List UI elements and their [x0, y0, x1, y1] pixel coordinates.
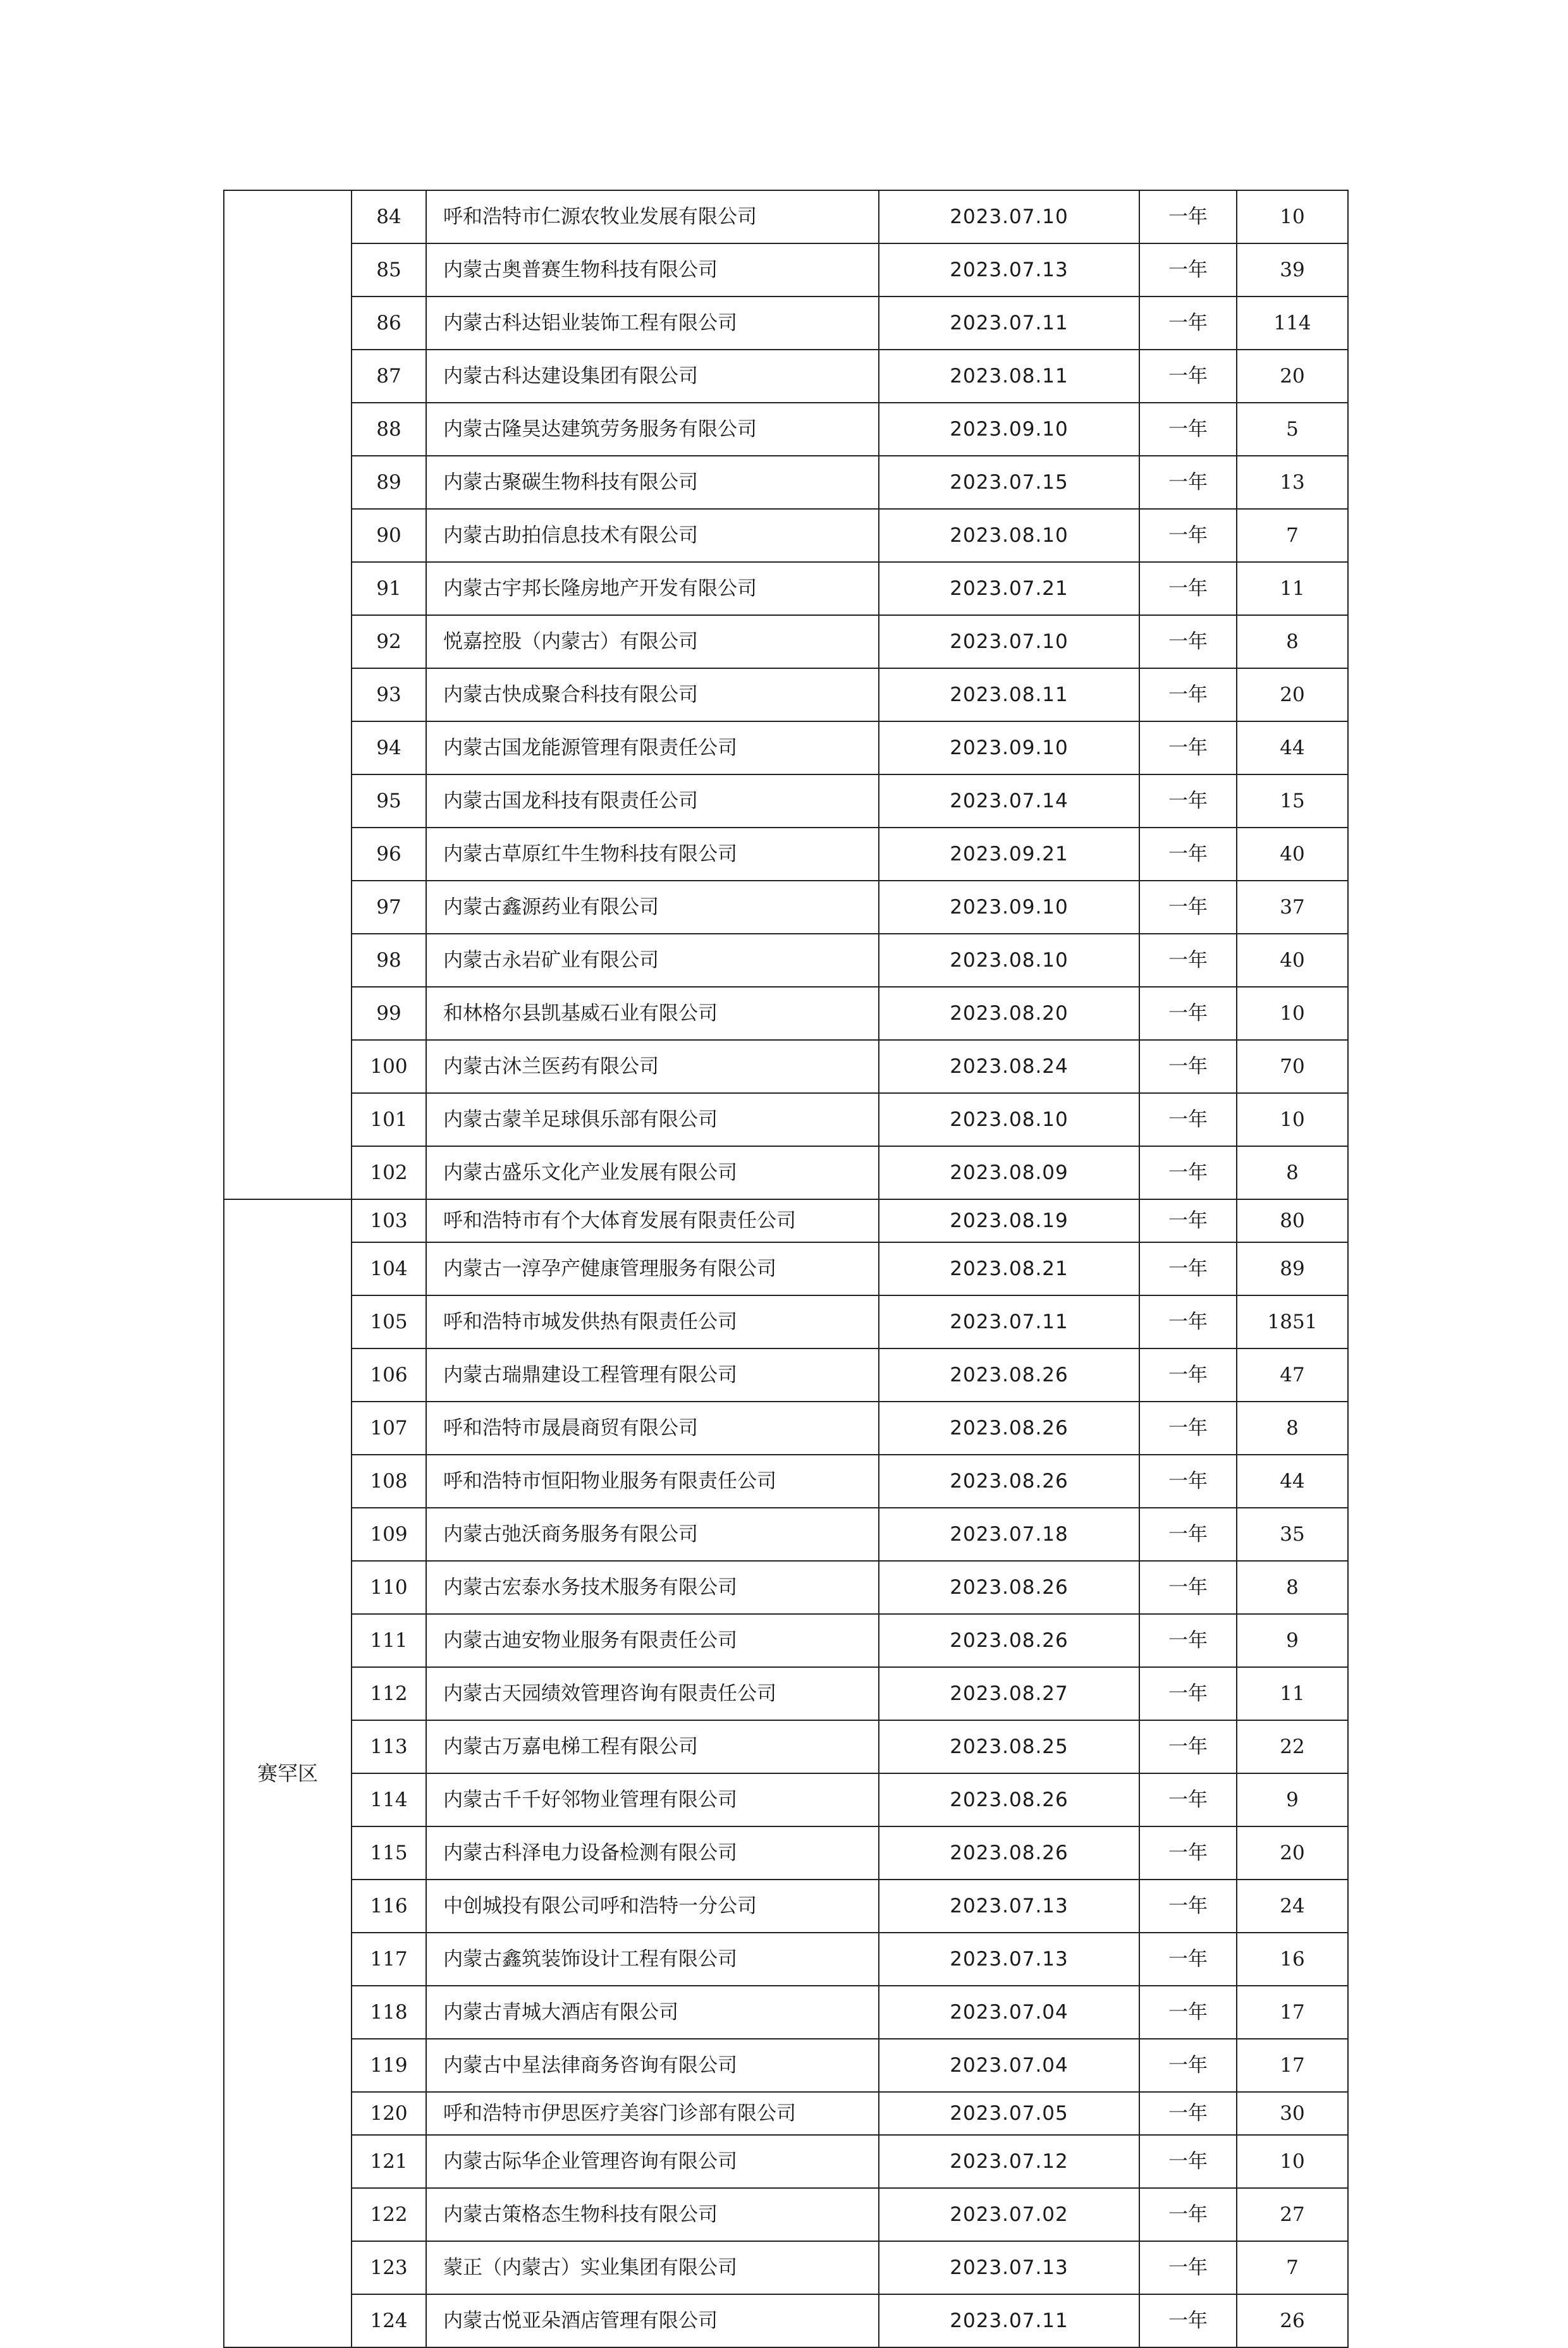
count-cell: 11: [1237, 1667, 1348, 1720]
table-row: [224, 615, 1348, 668]
term-cell: 一年: [1139, 1773, 1237, 1826]
table-row: [224, 1508, 1348, 1561]
count-cell: 9: [1237, 1773, 1348, 1826]
company-name-cell: 内蒙古宏泰水务技术服务有限公司: [426, 1561, 879, 1614]
company-name-cell: 内蒙古助拍信息技术有限公司: [426, 509, 879, 562]
date-cell: 2023.08.10: [879, 509, 1139, 562]
table-row: [224, 562, 1348, 615]
row-number-cell: 114: [352, 1773, 426, 1826]
company-name-cell: 呼和浩特市有个大体育发展有限责任公司: [426, 1199, 879, 1242]
region-cell: 赛罕区: [224, 1199, 352, 2347]
term-cell: 一年: [1139, 934, 1237, 987]
date-cell: 2023.08.25: [879, 1720, 1139, 1773]
company-name-cell: 蒙正（内蒙古）实业集团有限公司: [426, 2241, 879, 2294]
count-cell: 11: [1237, 562, 1348, 615]
table-row: [224, 1093, 1348, 1146]
table-row: [224, 1561, 1348, 1614]
table-row: [224, 2188, 1348, 2241]
table-row: [224, 1455, 1348, 1508]
row-number-cell: 87: [352, 350, 426, 403]
date-cell: 2023.07.13: [879, 2241, 1139, 2294]
table-row: [224, 1242, 1348, 1295]
count-cell: 8: [1237, 615, 1348, 668]
row-number-cell: 101: [352, 1093, 426, 1146]
row-number-cell: 107: [352, 1402, 426, 1455]
row-number-cell: 97: [352, 881, 426, 934]
table-body: [224, 190, 1348, 2347]
company-name-cell: 内蒙古悦亚朵酒店管理有限公司: [426, 2294, 879, 2347]
date-cell: 2023.08.11: [879, 350, 1139, 403]
company-name-cell: 呼和浩特市晟晨商贸有限公司: [426, 1402, 879, 1455]
row-number-cell: 118: [352, 1986, 426, 2039]
row-number-cell: 120: [352, 2092, 426, 2135]
date-cell: 2023.07.13: [879, 1933, 1139, 1986]
term-cell: 一年: [1139, 2135, 1237, 2188]
term-cell: 一年: [1139, 403, 1237, 456]
table-row: [224, 668, 1348, 721]
date-cell: 2023.07.10: [879, 190, 1139, 243]
date-cell: 2023.08.09: [879, 1146, 1139, 1199]
term-cell: 一年: [1139, 350, 1237, 403]
term-cell: 一年: [1139, 1402, 1237, 1455]
count-cell: 10: [1237, 2135, 1348, 2188]
date-cell: 2023.07.04: [879, 1986, 1139, 2039]
company-name-cell: 内蒙古国龙科技有限责任公司: [426, 774, 879, 828]
row-number-cell: 91: [352, 562, 426, 615]
count-cell: 16: [1237, 1933, 1348, 1986]
table-row: [224, 1040, 1348, 1093]
table-row: [224, 934, 1348, 987]
count-cell: 8: [1237, 1561, 1348, 1614]
company-name-cell: 内蒙古鑫源药业有限公司: [426, 881, 879, 934]
term-cell: 一年: [1139, 1093, 1237, 1146]
row-number-cell: 86: [352, 297, 426, 350]
date-cell: 2023.08.26: [879, 1614, 1139, 1667]
date-cell: 2023.08.26: [879, 1773, 1139, 1826]
term-cell: 一年: [1139, 1667, 1237, 1720]
date-cell: 2023.07.21: [879, 562, 1139, 615]
row-number-cell: 121: [352, 2135, 426, 2188]
row-number-cell: 112: [352, 1667, 426, 1720]
company-name-cell: 呼和浩特市恒阳物业服务有限责任公司: [426, 1455, 879, 1508]
company-name-cell: 内蒙古迪安物业服务有限责任公司: [426, 1614, 879, 1667]
company-name-cell: 内蒙古中星法律商务咨询有限公司: [426, 2039, 879, 2092]
row-number-cell: 106: [352, 1348, 426, 1402]
term-cell: 一年: [1139, 1040, 1237, 1093]
company-name-cell: 内蒙古奥普赛生物科技有限公司: [426, 243, 879, 297]
table-row: [224, 1880, 1348, 1933]
company-name-cell: 内蒙古科泽电力设备检测有限公司: [426, 1826, 879, 1880]
term-cell: 一年: [1139, 2188, 1237, 2241]
date-cell: 2023.08.26: [879, 1561, 1139, 1614]
count-cell: 17: [1237, 2039, 1348, 2092]
row-number-cell: 102: [352, 1146, 426, 1199]
row-number-cell: 110: [352, 1561, 426, 1614]
date-cell: 2023.07.14: [879, 774, 1139, 828]
row-number-cell: 89: [352, 456, 426, 509]
table-row: [224, 2135, 1348, 2188]
count-cell: 22: [1237, 1720, 1348, 1773]
count-cell: 24: [1237, 1880, 1348, 1933]
company-name-cell: 悦嘉控股（内蒙古）有限公司: [426, 615, 879, 668]
date-cell: 2023.07.15: [879, 456, 1139, 509]
company-name-cell: 内蒙古万嘉电梯工程有限公司: [426, 1720, 879, 1773]
company-name-cell: 内蒙古隆昊达建筑劳务服务有限公司: [426, 403, 879, 456]
row-number-cell: 93: [352, 668, 426, 721]
term-cell: 一年: [1139, 1455, 1237, 1508]
table-row: [224, 509, 1348, 562]
table-row: [224, 1720, 1348, 1773]
date-cell: 2023.09.10: [879, 403, 1139, 456]
row-number-cell: 85: [352, 243, 426, 297]
company-name-cell: 内蒙古鑫筑装饰设计工程有限公司: [426, 1933, 879, 1986]
count-cell: 7: [1237, 509, 1348, 562]
region-cell: [224, 190, 352, 1199]
row-number-cell: 109: [352, 1508, 426, 1561]
row-number-cell: 104: [352, 1242, 426, 1295]
term-cell: 一年: [1139, 1295, 1237, 1348]
table-row: [224, 190, 1348, 243]
table-row: [224, 2092, 1348, 2135]
table-row: [224, 1146, 1348, 1199]
company-name-cell: 内蒙古弛沃商务服务有限公司: [426, 1508, 879, 1561]
term-cell: 一年: [1139, 668, 1237, 721]
row-number-cell: 122: [352, 2188, 426, 2241]
count-cell: 20: [1237, 350, 1348, 403]
count-cell: 80: [1237, 1199, 1348, 1242]
company-name-cell: 内蒙古青城大酒店有限公司: [426, 1986, 879, 2039]
count-cell: 47: [1237, 1348, 1348, 1402]
table-row: [224, 881, 1348, 934]
term-cell: 一年: [1139, 1199, 1237, 1242]
table-row: [224, 456, 1348, 509]
term-cell: 一年: [1139, 2039, 1237, 2092]
row-number-cell: 123: [352, 2241, 426, 2294]
term-cell: 一年: [1139, 615, 1237, 668]
company-name-cell: 内蒙古草原红牛生物科技有限公司: [426, 828, 879, 881]
term-cell: 一年: [1139, 1880, 1237, 1933]
term-cell: 一年: [1139, 297, 1237, 350]
company-name-cell: 中创城投有限公司呼和浩特一分公司: [426, 1880, 879, 1933]
company-name-cell: 和林格尔县凯基威石业有限公司: [426, 987, 879, 1040]
date-cell: 2023.07.11: [879, 2294, 1139, 2347]
row-number-cell: 98: [352, 934, 426, 987]
row-number-cell: 90: [352, 509, 426, 562]
term-cell: 一年: [1139, 1720, 1237, 1773]
table-row: [224, 1402, 1348, 1455]
count-cell: 44: [1237, 1455, 1348, 1508]
company-name-cell: 内蒙古科达建设集团有限公司: [426, 350, 879, 403]
count-cell: 9: [1237, 1614, 1348, 1667]
count-cell: 114: [1237, 297, 1348, 350]
company-name-cell: 内蒙古千千好邻物业管理有限公司: [426, 1773, 879, 1826]
count-cell: 27: [1237, 2188, 1348, 2241]
date-cell: 2023.07.12: [879, 2135, 1139, 2188]
count-cell: 40: [1237, 934, 1348, 987]
company-name-cell: 内蒙古策格态生物科技有限公司: [426, 2188, 879, 2241]
row-number-cell: 99: [352, 987, 426, 1040]
row-number-cell: 94: [352, 721, 426, 774]
row-number-cell: 116: [352, 1880, 426, 1933]
term-cell: 一年: [1139, 987, 1237, 1040]
term-cell: 一年: [1139, 562, 1237, 615]
row-number-cell: 95: [352, 774, 426, 828]
date-cell: 2023.08.19: [879, 1199, 1139, 1242]
date-cell: 2023.08.11: [879, 668, 1139, 721]
company-name-cell: 内蒙古蒙羊足球俱乐部有限公司: [426, 1093, 879, 1146]
date-cell: 2023.08.26: [879, 1402, 1139, 1455]
count-cell: 89: [1237, 1242, 1348, 1295]
count-cell: 26: [1237, 2294, 1348, 2347]
table-row: [224, 1614, 1348, 1667]
company-name-cell: 内蒙古宇邦长隆房地产开发有限公司: [426, 562, 879, 615]
date-cell: 2023.08.26: [879, 1455, 1139, 1508]
row-number-cell: 111: [352, 1614, 426, 1667]
count-cell: 8: [1237, 1146, 1348, 1199]
table-row: [224, 1667, 1348, 1720]
table-row: [224, 828, 1348, 881]
row-number-cell: 88: [352, 403, 426, 456]
count-cell: 13: [1237, 456, 1348, 509]
date-cell: 2023.07.13: [879, 1880, 1139, 1933]
term-cell: 一年: [1139, 243, 1237, 297]
count-cell: 44: [1237, 721, 1348, 774]
count-cell: 8: [1237, 1402, 1348, 1455]
table-row: [224, 350, 1348, 403]
company-table: [223, 190, 1349, 2348]
term-cell: 一年: [1139, 1933, 1237, 1986]
date-cell: 2023.07.18: [879, 1508, 1139, 1561]
date-cell: 2023.07.11: [879, 297, 1139, 350]
count-cell: 30: [1237, 2092, 1348, 2135]
term-cell: 一年: [1139, 1348, 1237, 1402]
count-cell: 5: [1237, 403, 1348, 456]
term-cell: 一年: [1139, 2294, 1237, 2347]
term-cell: 一年: [1139, 509, 1237, 562]
count-cell: 17: [1237, 1986, 1348, 2039]
company-name-cell: 内蒙古科达铝业装饰工程有限公司: [426, 297, 879, 350]
date-cell: 2023.07.13: [879, 243, 1139, 297]
company-name-cell: 内蒙古一淳孕产健康管理服务有限公司: [426, 1242, 879, 1295]
row-number-cell: 103: [352, 1199, 426, 1242]
company-name-cell: 呼和浩特市伊思医疗美容门诊部有限公司: [426, 2092, 879, 2135]
table-row: [224, 1933, 1348, 1986]
company-name-cell: 内蒙古永岩矿业有限公司: [426, 934, 879, 987]
term-cell: 一年: [1139, 1508, 1237, 1561]
term-cell: 一年: [1139, 1986, 1237, 2039]
term-cell: 一年: [1139, 190, 1237, 243]
count-cell: 10: [1237, 987, 1348, 1040]
row-number-cell: 108: [352, 1455, 426, 1508]
row-number-cell: 96: [352, 828, 426, 881]
term-cell: 一年: [1139, 1826, 1237, 1880]
count-cell: 40: [1237, 828, 1348, 881]
row-number-cell: 113: [352, 1720, 426, 1773]
count-cell: 15: [1237, 774, 1348, 828]
count-cell: 20: [1237, 668, 1348, 721]
row-number-cell: 84: [352, 190, 426, 243]
date-cell: 2023.08.20: [879, 987, 1139, 1040]
term-cell: 一年: [1139, 456, 1237, 509]
count-cell: 39: [1237, 243, 1348, 297]
term-cell: 一年: [1139, 1242, 1237, 1295]
date-cell: 2023.09.21: [879, 828, 1139, 881]
term-cell: 一年: [1139, 828, 1237, 881]
date-cell: 2023.08.26: [879, 1348, 1139, 1402]
count-cell: 7: [1237, 2241, 1348, 2294]
term-cell: 一年: [1139, 2241, 1237, 2294]
row-number-cell: 117: [352, 1933, 426, 1986]
table-row: [224, 987, 1348, 1040]
count-cell: 20: [1237, 1826, 1348, 1880]
count-cell: 10: [1237, 190, 1348, 243]
table-row: [224, 2241, 1348, 2294]
table-row: [224, 297, 1348, 350]
row-number-cell: 119: [352, 2039, 426, 2092]
row-number-cell: 124: [352, 2294, 426, 2347]
count-cell: 70: [1237, 1040, 1348, 1093]
table-row: [224, 1199, 1348, 1242]
date-cell: 2023.07.11: [879, 1295, 1139, 1348]
company-name-cell: 内蒙古盛乐文化产业发展有限公司: [426, 1146, 879, 1199]
company-name-cell: 内蒙古天园绩效管理咨询有限责任公司: [426, 1667, 879, 1720]
date-cell: 2023.07.04: [879, 2039, 1139, 2092]
table-row: [224, 1295, 1348, 1348]
table-row: [224, 243, 1348, 297]
company-name-cell: 内蒙古国龙能源管理有限责任公司: [426, 721, 879, 774]
date-cell: 2023.08.26: [879, 1826, 1139, 1880]
table-row: [224, 1773, 1348, 1826]
company-name-cell: 内蒙古瑞鼎建设工程管理有限公司: [426, 1348, 879, 1402]
term-cell: 一年: [1139, 2092, 1237, 2135]
table-row: [224, 1826, 1348, 1880]
row-number-cell: 105: [352, 1295, 426, 1348]
date-cell: 2023.09.10: [879, 721, 1139, 774]
term-cell: 一年: [1139, 1614, 1237, 1667]
term-cell: 一年: [1139, 721, 1237, 774]
table-row: [224, 2039, 1348, 2092]
company-name-cell: 呼和浩特市仁源农牧业发展有限公司: [426, 190, 879, 243]
row-number-cell: 100: [352, 1040, 426, 1093]
date-cell: 2023.07.10: [879, 615, 1139, 668]
date-cell: 2023.07.05: [879, 2092, 1139, 2135]
table-row: [224, 1348, 1348, 1402]
company-name-cell: 内蒙古快成聚合科技有限公司: [426, 668, 879, 721]
table-row: [224, 774, 1348, 828]
term-cell: 一年: [1139, 1561, 1237, 1614]
date-cell: 2023.08.10: [879, 1093, 1139, 1146]
table-row: [224, 2294, 1348, 2347]
date-cell: 2023.08.21: [879, 1242, 1139, 1295]
date-cell: 2023.08.27: [879, 1667, 1139, 1720]
date-cell: 2023.09.10: [879, 881, 1139, 934]
date-cell: 2023.07.02: [879, 2188, 1139, 2241]
company-name-cell: 内蒙古聚碳生物科技有限公司: [426, 456, 879, 509]
count-cell: 10: [1237, 1093, 1348, 1146]
row-number-cell: 92: [352, 615, 426, 668]
row-number-cell: 115: [352, 1826, 426, 1880]
table-row: [224, 1986, 1348, 2039]
count-cell: 1851: [1237, 1295, 1348, 1348]
term-cell: 一年: [1139, 881, 1237, 934]
table-row: [224, 721, 1348, 774]
table-row: [224, 403, 1348, 456]
term-cell: 一年: [1139, 774, 1237, 828]
date-cell: 2023.08.24: [879, 1040, 1139, 1093]
count-cell: 37: [1237, 881, 1348, 934]
company-name-cell: 内蒙古沐兰医药有限公司: [426, 1040, 879, 1093]
term-cell: 一年: [1139, 1146, 1237, 1199]
company-name-cell: 呼和浩特市城发供热有限责任公司: [426, 1295, 879, 1348]
company-name-cell: 内蒙古际华企业管理咨询有限公司: [426, 2135, 879, 2188]
date-cell: 2023.08.10: [879, 934, 1139, 987]
count-cell: 35: [1237, 1508, 1348, 1561]
